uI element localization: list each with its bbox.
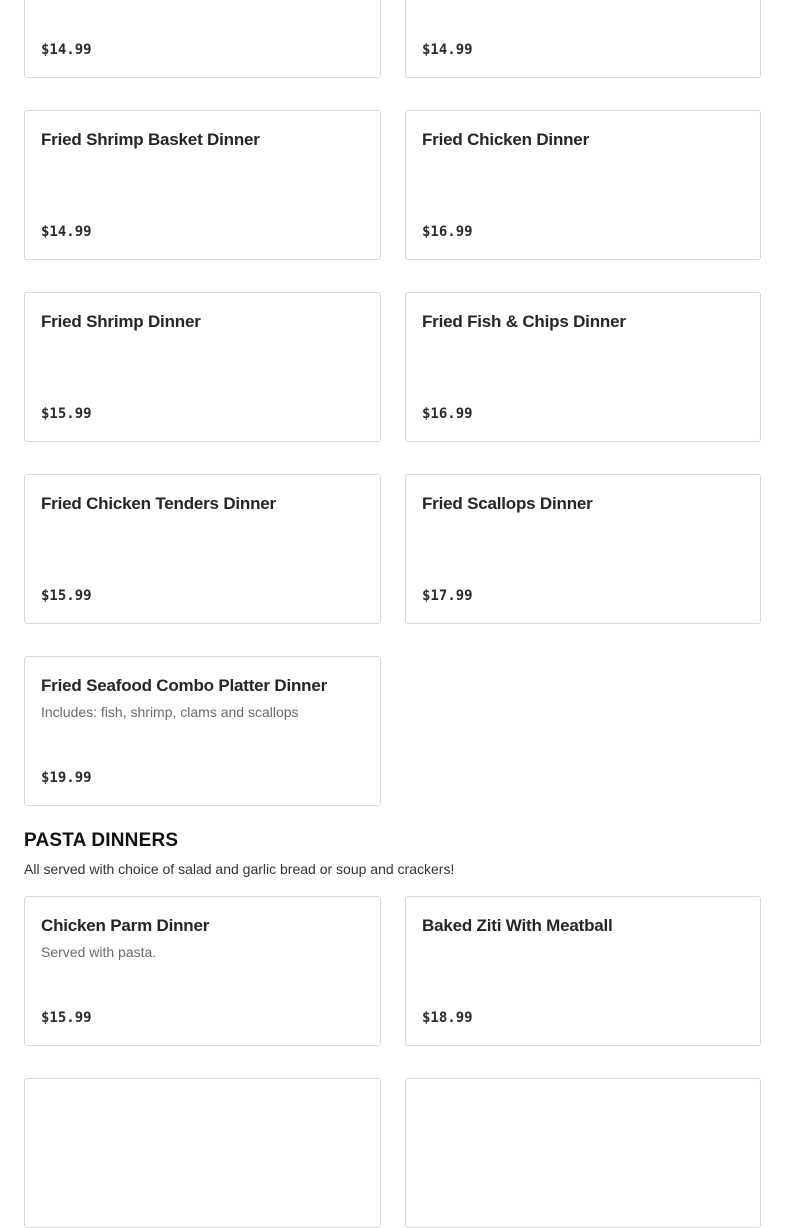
menu-item-card[interactable]	[24, 0, 381, 78]
menu-item-description: Includes: fish, shrimp, clams and scallops	[41, 704, 299, 720]
menu-item-price: $17.99	[422, 588, 473, 604]
menu-item-price: $15.99	[41, 588, 92, 604]
menu-item-name: Baked Ziti With Meatball	[422, 916, 613, 935]
menu-item-fried-shrimp-dinner[interactable]	[24, 292, 381, 442]
section-subtitle: All served with choice of salad and garlic bread or soup and crackers!	[24, 861, 455, 877]
menu-item-description: Served with pasta.	[41, 944, 157, 960]
menu-item-fried-chicken-dinner[interactable]	[405, 110, 761, 260]
menu-item-name: Fried Chicken Dinner	[422, 130, 589, 149]
section-title: PASTA DINNERS	[24, 830, 179, 851]
menu-item-name: Chicken Parm Dinner	[41, 916, 210, 935]
menu-item-price: $19.99	[41, 770, 92, 786]
menu-item-fried-fish-chips-dinner[interactable]	[405, 292, 761, 442]
menu-item-baked-ziti-with-meatball[interactable]	[405, 896, 761, 1046]
menu-item-card[interactable]	[24, 1078, 381, 1228]
menu-item-name: Fried Chicken Tenders Dinner	[41, 494, 276, 513]
menu-item-name: Fried Shrimp Basket Dinner	[41, 130, 260, 149]
menu-item-card[interactable]	[405, 0, 761, 78]
menu-item-price: $16.99	[422, 224, 473, 240]
menu-item-price: $14.99	[422, 42, 473, 58]
menu-item-name: Fried Scallops Dinner	[422, 494, 593, 513]
menu-item-price: $16.99	[422, 406, 473, 422]
menu-item-name: Fried Seafood Combo Platter Dinner	[41, 676, 328, 695]
menu-item-fried-seafood-combo-platter-dinner[interactable]	[24, 656, 381, 806]
menu-item-price: $14.99	[41, 42, 92, 58]
menu-item-fried-shrimp-basket-dinner[interactable]	[24, 110, 381, 260]
menu-item-price: $14.99	[41, 224, 92, 240]
menu-item-name: Fried Shrimp Dinner	[41, 312, 201, 331]
menu-item-fried-scallops-dinner[interactable]	[405, 474, 761, 624]
menu-item-chicken-parm-dinner[interactable]	[24, 896, 381, 1046]
menu-item-price: $15.99	[41, 1010, 92, 1026]
menu-item-card[interactable]	[405, 1078, 761, 1228]
menu-item-fried-chicken-tenders-dinner[interactable]	[24, 474, 381, 624]
menu-item-price: $15.99	[41, 406, 92, 422]
menu-item-name: Fried Fish & Chips Dinner	[422, 312, 626, 331]
menu-item-price: $18.99	[422, 1010, 473, 1026]
